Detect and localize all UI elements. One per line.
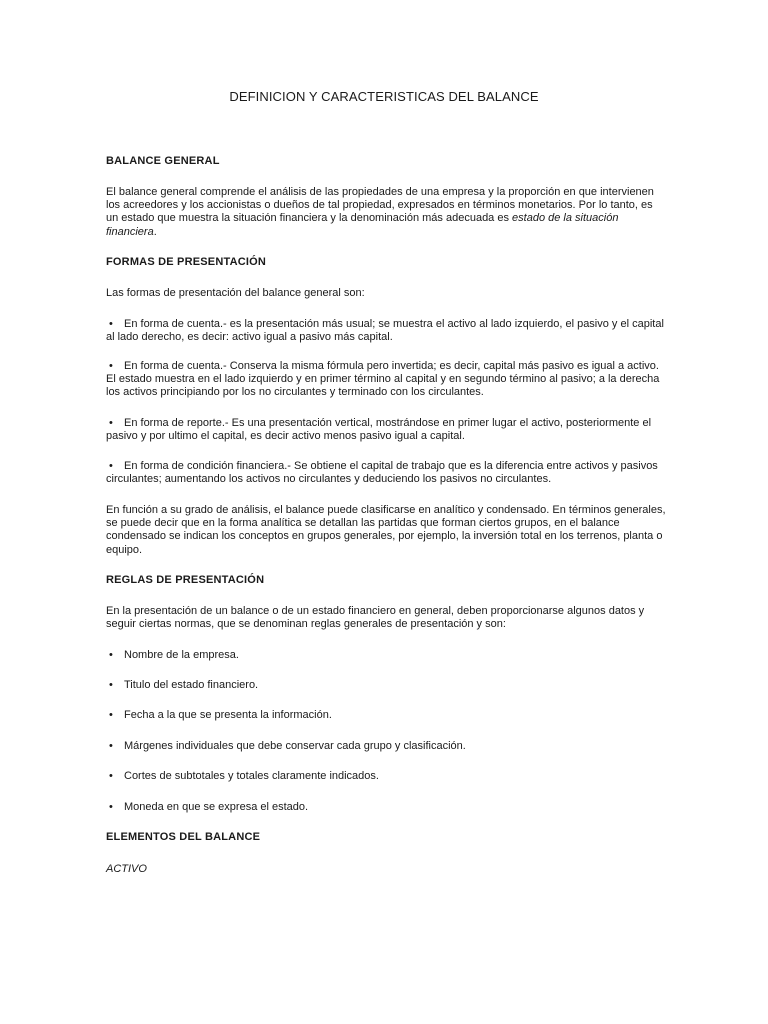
heading-elementos-balance: ELEMENTOS DEL BALANCE: [106, 831, 261, 843]
list-item-text: En forma de cuenta.- es la presentación más usual; se muestra el activo al lado izquierdo, el pasivo y el capital al lado derecho, es decir: activo igual a pasivo más capital.: [106, 318, 664, 344]
heading-balance-general: BALANCE GENERAL: [106, 155, 220, 167]
list-item: [106, 460, 666, 486]
paragraph-grado-analisis: En función a su grado de análisis, el balance puede clasificarse en analítico y condensado. En términos generales, se puede decir que en la forma analítica se detallan las partidas que forman ciertos grupos, en el balance condensado se indican los conceptos en grupos generales, por ejemplo, la inversión total en los terrenos, planta o equipo.: [106, 504, 666, 556]
list-item-text: En forma de reporte.- Es una presentación vertical, mostrándose en primer lugar el activo, posteriormente el pasivo y por ultimo el capital, es decir activo menos pasivo igual a capital.: [106, 417, 652, 443]
list-item-text: Cortes de subtotales y totales claramente indicados.: [124, 770, 379, 782]
list-item-text: Márgenes individuales que debe conservar cada grupo y clasificación.: [124, 740, 466, 752]
bullet-icon: •: [109, 770, 113, 782]
bullet-icon: •: [109, 318, 113, 330]
list-item: [106, 801, 666, 814]
bullet-icon: •: [109, 460, 113, 472]
heading-formas-presentacion: FORMAS DE PRESENTACIÓN: [106, 256, 267, 268]
list-item-text: En forma de condición financiera.- Se obtiene el capital de trabajo que es la diferencia entre activos y pasivos circulantes; aumentando los activos no circulantes y deduciendo los pasivos no circulantes.: [106, 460, 658, 486]
list-item-text: Fecha a la que se presenta la información.: [124, 709, 332, 721]
document-title: DEFINICION Y CARACTERISTICAS DEL BALANCE: [229, 89, 539, 104]
list-item-text: Titulo del estado financiero.: [124, 679, 259, 691]
balance-definition-emphasis: estado de la situación financiera: [106, 212, 619, 238]
bullet-icon: •: [109, 740, 113, 752]
list-item: [106, 709, 666, 722]
balance-definition-end: .: [153, 225, 157, 238]
list-item: [106, 679, 666, 692]
subheading-activo: ACTIVO: [106, 863, 147, 875]
bullet-icon: •: [109, 360, 113, 372]
list-item-text: En forma de cuenta.- Conserva la misma fórmula pero invertida; es decir, capital más pasivo es igual a activo. El estado muestra en el lado izquierdo y en primer término al capital y en segundo término al pasivo; a la derecha los activos principiando por los no circulantes y terminado con los circulantes.: [106, 360, 660, 399]
list-item-text: Nombre de la empresa.: [124, 649, 239, 661]
balance-definition-text: El balance general comprende el análisis de las propiedades de una empresa y la proporción en que intervienen los acreedores y los accionistas o dueños de tal propiedad, expresados en términos monetarios. Por lo tanto, es un estado que muestra la situación financiera y la denominación más adecuada es: [106, 186, 654, 225]
bullet-icon: •: [109, 801, 113, 813]
list-item: [106, 360, 666, 400]
bullet-icon: •: [109, 679, 113, 691]
bullet-icon: •: [109, 709, 113, 721]
paragraph-balance-definition: [106, 186, 666, 239]
list-item: [106, 417, 666, 443]
paragraph-reglas-intro: En la presentación de un balance o de un estado financiero en general, deben proporcionarse algunos datos y seguir ciertas normas, que se denominan reglas generales de presentación y son:: [106, 605, 645, 631]
paragraph-formas-intro: Las formas de presentación del balance general son:: [106, 287, 365, 299]
bullet-icon: •: [109, 649, 113, 661]
list-item: [106, 740, 666, 753]
bullet-icon: •: [109, 417, 113, 429]
list-item: [106, 649, 666, 662]
list-item: [106, 770, 666, 783]
list-item-text: Moneda en que se expresa el estado.: [124, 801, 309, 813]
list-item: [106, 318, 666, 344]
heading-reglas-presentacion: REGLAS DE PRESENTACIÓN: [106, 574, 265, 586]
